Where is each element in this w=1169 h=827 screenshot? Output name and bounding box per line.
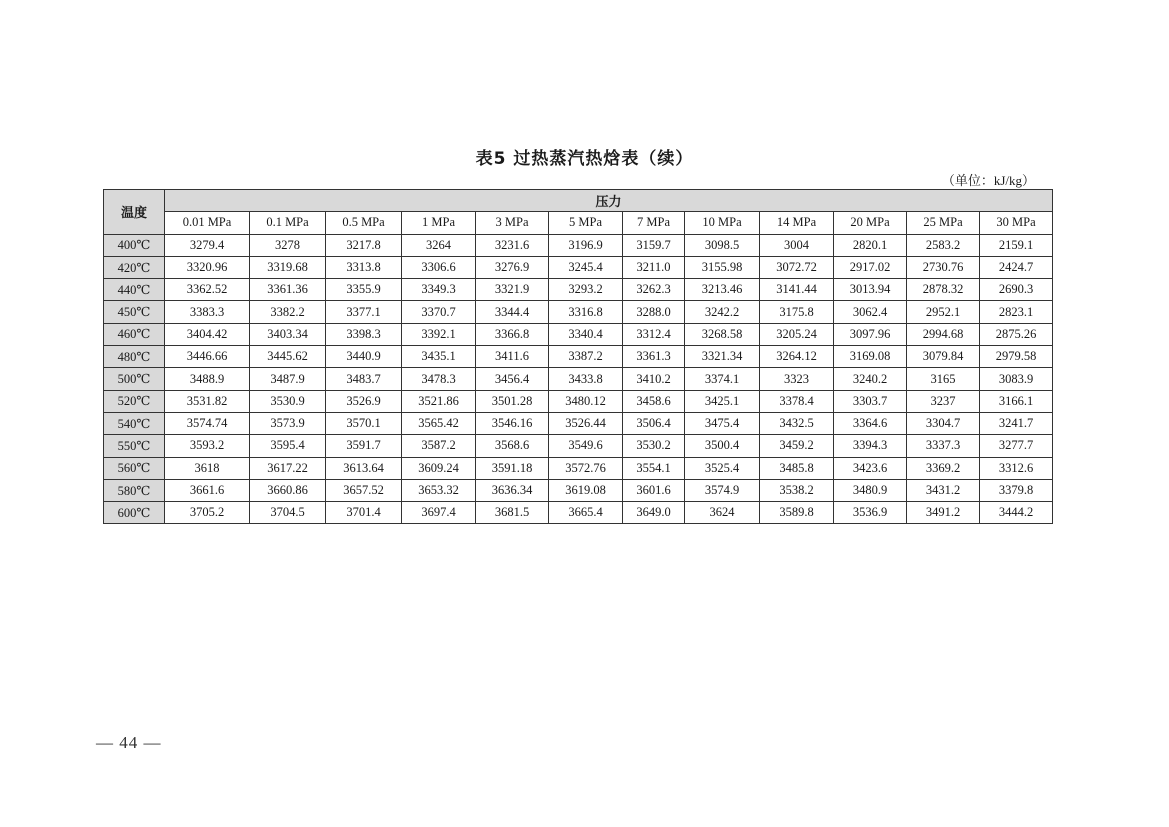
enthalpy-cell: 2730.76 [907,256,980,278]
pressure-column-header: 0.5 MPa [326,212,402,234]
enthalpy-cell: 3278 [250,234,326,256]
enthalpy-cell: 3423.6 [834,457,907,479]
table-row [104,301,1053,323]
enthalpy-cell: 3169.08 [834,346,907,368]
enthalpy-cell: 3344.4 [476,301,549,323]
enthalpy-cell: 3312.4 [623,323,685,345]
enthalpy-cell: 3660.86 [250,479,326,501]
enthalpy-cell: 3004 [760,234,834,256]
enthalpy-cell: 3601.6 [623,479,685,501]
enthalpy-cell: 3361.36 [250,279,326,301]
enthalpy-cell: 2917.02 [834,256,907,278]
enthalpy-cell: 3387.2 [549,346,623,368]
enthalpy-cell: 3166.1 [980,390,1053,412]
enthalpy-cell: 3665.4 [549,502,623,524]
temperature-cell: 560℃ [104,457,165,479]
pressure-column-header: 30 MPa [980,212,1053,234]
temperature-cell: 450℃ [104,301,165,323]
enthalpy-cell: 3377.1 [326,301,402,323]
enthalpy-cell: 3083.9 [980,368,1053,390]
enthalpy-cell: 3374.1 [685,368,760,390]
enthalpy-cell: 3440.9 [326,346,402,368]
enthalpy-cell: 3355.9 [326,279,402,301]
temperature-cell: 520℃ [104,390,165,412]
enthalpy-cell: 3526.44 [549,412,623,434]
pressure-column-header: 0.01 MPa [165,212,250,234]
temperature-cell: 550℃ [104,435,165,457]
enthalpy-cell: 3435.1 [402,346,476,368]
enthalpy-cell: 3525.4 [685,457,760,479]
enthalpy-cell: 3446.66 [165,346,250,368]
table-row [104,256,1053,278]
temperature-cell: 580℃ [104,479,165,501]
enthalpy-cell: 3530.2 [623,435,685,457]
enthalpy-cell: 3624 [685,502,760,524]
enthalpy-cell: 3657.52 [326,479,402,501]
enthalpy-cell: 3485.8 [760,457,834,479]
table-row [104,234,1053,256]
enthalpy-cell: 3321.9 [476,279,549,301]
enthalpy-cell: 3062.4 [834,301,907,323]
enthalpy-cell: 3432.5 [760,412,834,434]
temperature-cell: 540℃ [104,412,165,434]
enthalpy-cell: 3361.3 [623,346,685,368]
enthalpy-cell: 3196.9 [549,234,623,256]
temperature-cell: 500℃ [104,368,165,390]
enthalpy-cell: 3245.4 [549,256,623,278]
enthalpy-cell: 2878.32 [907,279,980,301]
enthalpy-cell: 3319.68 [250,256,326,278]
table-row [104,479,1053,501]
enthalpy-cell: 3478.3 [402,368,476,390]
enthalpy-cell: 3591.7 [326,435,402,457]
enthalpy-cell: 3217.8 [326,234,402,256]
enthalpy-cell: 3268.58 [685,323,760,345]
enthalpy-cell: 3159.7 [623,234,685,256]
enthalpy-cell: 3313.8 [326,256,402,278]
enthalpy-cell: 3433.8 [549,368,623,390]
enthalpy-cell: 3411.6 [476,346,549,368]
enthalpy-cell: 2823.1 [980,301,1053,323]
temperature-cell: 480℃ [104,346,165,368]
enthalpy-cell: 3526.9 [326,390,402,412]
enthalpy-cell: 3574.74 [165,412,250,434]
enthalpy-cell: 3570.1 [326,412,402,434]
enthalpy-cell: 3546.16 [476,412,549,434]
header-row-top [104,190,1053,212]
enthalpy-cell: 2952.1 [907,301,980,323]
enthalpy-cell: 3303.7 [834,390,907,412]
enthalpy-cell: 3565.42 [402,412,476,434]
enthalpy-cell: 3241.7 [980,412,1053,434]
enthalpy-cell: 3501.28 [476,390,549,412]
table-row [104,390,1053,412]
pressure-column-header: 5 MPa [549,212,623,234]
enthalpy-cell: 3340.4 [549,323,623,345]
pressure-column-header: 1 MPa [402,212,476,234]
enthalpy-cell: 3279.4 [165,234,250,256]
pressure-column-header: 7 MPa [623,212,685,234]
enthalpy-cell: 3705.2 [165,502,250,524]
enthalpy-cell: 3098.5 [685,234,760,256]
page-number: — 44 — [96,733,162,752]
enthalpy-cell: 3364.6 [834,412,907,434]
temperature-header: 温度 [104,190,165,235]
enthalpy-cell: 3661.6 [165,479,250,501]
enthalpy-cell: 3697.4 [402,502,476,524]
enthalpy-cell: 3593.2 [165,435,250,457]
enthalpy-cell: 3458.6 [623,390,685,412]
enthalpy-cell: 2994.68 [907,323,980,345]
enthalpy-cell: 3649.0 [623,502,685,524]
enthalpy-cell: 3079.84 [907,346,980,368]
table-row [104,457,1053,479]
enthalpy-cell: 3536.9 [834,502,907,524]
table-row [104,368,1053,390]
enthalpy-cell: 3394.3 [834,435,907,457]
enthalpy-cell: 3704.5 [250,502,326,524]
superheated-steam-enthalpy-table [103,189,1053,524]
enthalpy-cell: 3304.7 [907,412,980,434]
enthalpy-cell: 3459.2 [760,435,834,457]
enthalpy-cell: 3211.0 [623,256,685,278]
pressure-column-header: 10 MPa [685,212,760,234]
enthalpy-cell: 3617.22 [250,457,326,479]
temperature-cell: 440℃ [104,279,165,301]
pressure-column-header: 0.1 MPa [250,212,326,234]
enthalpy-cell: 3574.9 [685,479,760,501]
enthalpy-cell: 3097.96 [834,323,907,345]
enthalpy-cell: 3573.9 [250,412,326,434]
enthalpy-cell: 3320.96 [165,256,250,278]
enthalpy-cell: 3382.2 [250,301,326,323]
enthalpy-cell: 3369.2 [907,457,980,479]
pressure-columns-row [104,212,1053,234]
enthalpy-cell: 3141.44 [760,279,834,301]
enthalpy-cell: 3378.4 [760,390,834,412]
enthalpy-cell: 3175.8 [760,301,834,323]
enthalpy-cell: 3487.9 [250,368,326,390]
enthalpy-cell: 3403.34 [250,323,326,345]
enthalpy-cell: 3392.1 [402,323,476,345]
enthalpy-cell: 3500.4 [685,435,760,457]
enthalpy-cell: 2690.3 [980,279,1053,301]
enthalpy-cell: 3531.82 [165,390,250,412]
enthalpy-cell: 3506.4 [623,412,685,434]
temperature-cell: 400℃ [104,234,165,256]
enthalpy-cell: 2159.1 [980,234,1053,256]
enthalpy-cell: 3312.6 [980,457,1053,479]
enthalpy-cell: 3262.3 [623,279,685,301]
enthalpy-cell: 3323 [760,368,834,390]
enthalpy-cell: 3306.6 [402,256,476,278]
table-body [104,234,1053,524]
enthalpy-cell: 3237 [907,390,980,412]
enthalpy-cell: 3613.64 [326,457,402,479]
enthalpy-cell: 3293.2 [549,279,623,301]
enthalpy-cell: 3383.3 [165,301,250,323]
enthalpy-cell: 3165 [907,368,980,390]
enthalpy-cell: 3349.3 [402,279,476,301]
enthalpy-cell: 3480.12 [549,390,623,412]
enthalpy-cell: 3205.24 [760,323,834,345]
enthalpy-cell: 3619.08 [549,479,623,501]
enthalpy-cell: 3480.9 [834,479,907,501]
enthalpy-cell: 3431.2 [907,479,980,501]
enthalpy-cell: 3549.6 [549,435,623,457]
enthalpy-cell: 3213.46 [685,279,760,301]
temperature-cell: 420℃ [104,256,165,278]
enthalpy-cell: 3456.4 [476,368,549,390]
enthalpy-cell: 3410.2 [623,368,685,390]
enthalpy-cell: 3288.0 [623,301,685,323]
enthalpy-cell: 3242.2 [685,301,760,323]
pressure-column-header: 3 MPa [476,212,549,234]
enthalpy-cell: 3618 [165,457,250,479]
table-row [104,502,1053,524]
enthalpy-cell: 3264.12 [760,346,834,368]
enthalpy-cell: 3568.6 [476,435,549,457]
enthalpy-cell: 3445.62 [250,346,326,368]
enthalpy-cell: 2820.1 [834,234,907,256]
pressure-column-header: 25 MPa [907,212,980,234]
enthalpy-cell: 3475.4 [685,412,760,434]
enthalpy-cell: 3444.2 [980,502,1053,524]
enthalpy-cell: 3636.34 [476,479,549,501]
temperature-cell: 600℃ [104,502,165,524]
enthalpy-cell: 3240.2 [834,368,907,390]
table-row [104,323,1053,345]
enthalpy-cell: 3404.42 [165,323,250,345]
enthalpy-cell: 3398.3 [326,323,402,345]
enthalpy-cell: 3595.4 [250,435,326,457]
enthalpy-cell: 3572.76 [549,457,623,479]
enthalpy-cell: 3316.8 [549,301,623,323]
pressure-column-header: 14 MPa [760,212,834,234]
enthalpy-cell: 3362.52 [165,279,250,301]
table-row [104,279,1053,301]
enthalpy-cell: 2875.26 [980,323,1053,345]
enthalpy-cell: 3521.86 [402,390,476,412]
enthalpy-cell: 3321.34 [685,346,760,368]
temperature-cell: 460℃ [104,323,165,345]
enthalpy-cell: 3072.72 [760,256,834,278]
unit-label: （单位：kJ/kg） [941,173,1035,188]
enthalpy-cell: 3591.18 [476,457,549,479]
table-row [104,346,1053,368]
enthalpy-cell: 3609.24 [402,457,476,479]
enthalpy-cell: 3681.5 [476,502,549,524]
enthalpy-cell: 2424.7 [980,256,1053,278]
table-row [104,412,1053,434]
table-title: 表5 过热蒸汽热焓表（续） [475,149,694,169]
enthalpy-cell: 3538.2 [760,479,834,501]
enthalpy-cell: 3554.1 [623,457,685,479]
enthalpy-cell: 3587.2 [402,435,476,457]
enthalpy-cell: 3155.98 [685,256,760,278]
enthalpy-cell: 3491.2 [907,502,980,524]
enthalpy-cell: 3701.4 [326,502,402,524]
enthalpy-cell: 3488.9 [165,368,250,390]
enthalpy-cell: 2583.2 [907,234,980,256]
table-row [104,435,1053,457]
enthalpy-cell: 3530.9 [250,390,326,412]
enthalpy-cell: 3337.3 [907,435,980,457]
enthalpy-cell: 3366.8 [476,323,549,345]
enthalpy-cell: 3483.7 [326,368,402,390]
enthalpy-cell: 3277.7 [980,435,1053,457]
pressure-header: 压力 [165,190,1053,212]
enthalpy-cell: 3013.94 [834,279,907,301]
enthalpy-cell: 3276.9 [476,256,549,278]
enthalpy-cell: 3370.7 [402,301,476,323]
enthalpy-cell: 3653.32 [402,479,476,501]
enthalpy-cell: 3264 [402,234,476,256]
enthalpy-cell: 3589.8 [760,502,834,524]
enthalpy-cell: 2979.58 [980,346,1053,368]
enthalpy-cell: 3231.6 [476,234,549,256]
enthalpy-cell: 3425.1 [685,390,760,412]
pressure-column-header: 20 MPa [834,212,907,234]
enthalpy-cell: 3379.8 [980,479,1053,501]
